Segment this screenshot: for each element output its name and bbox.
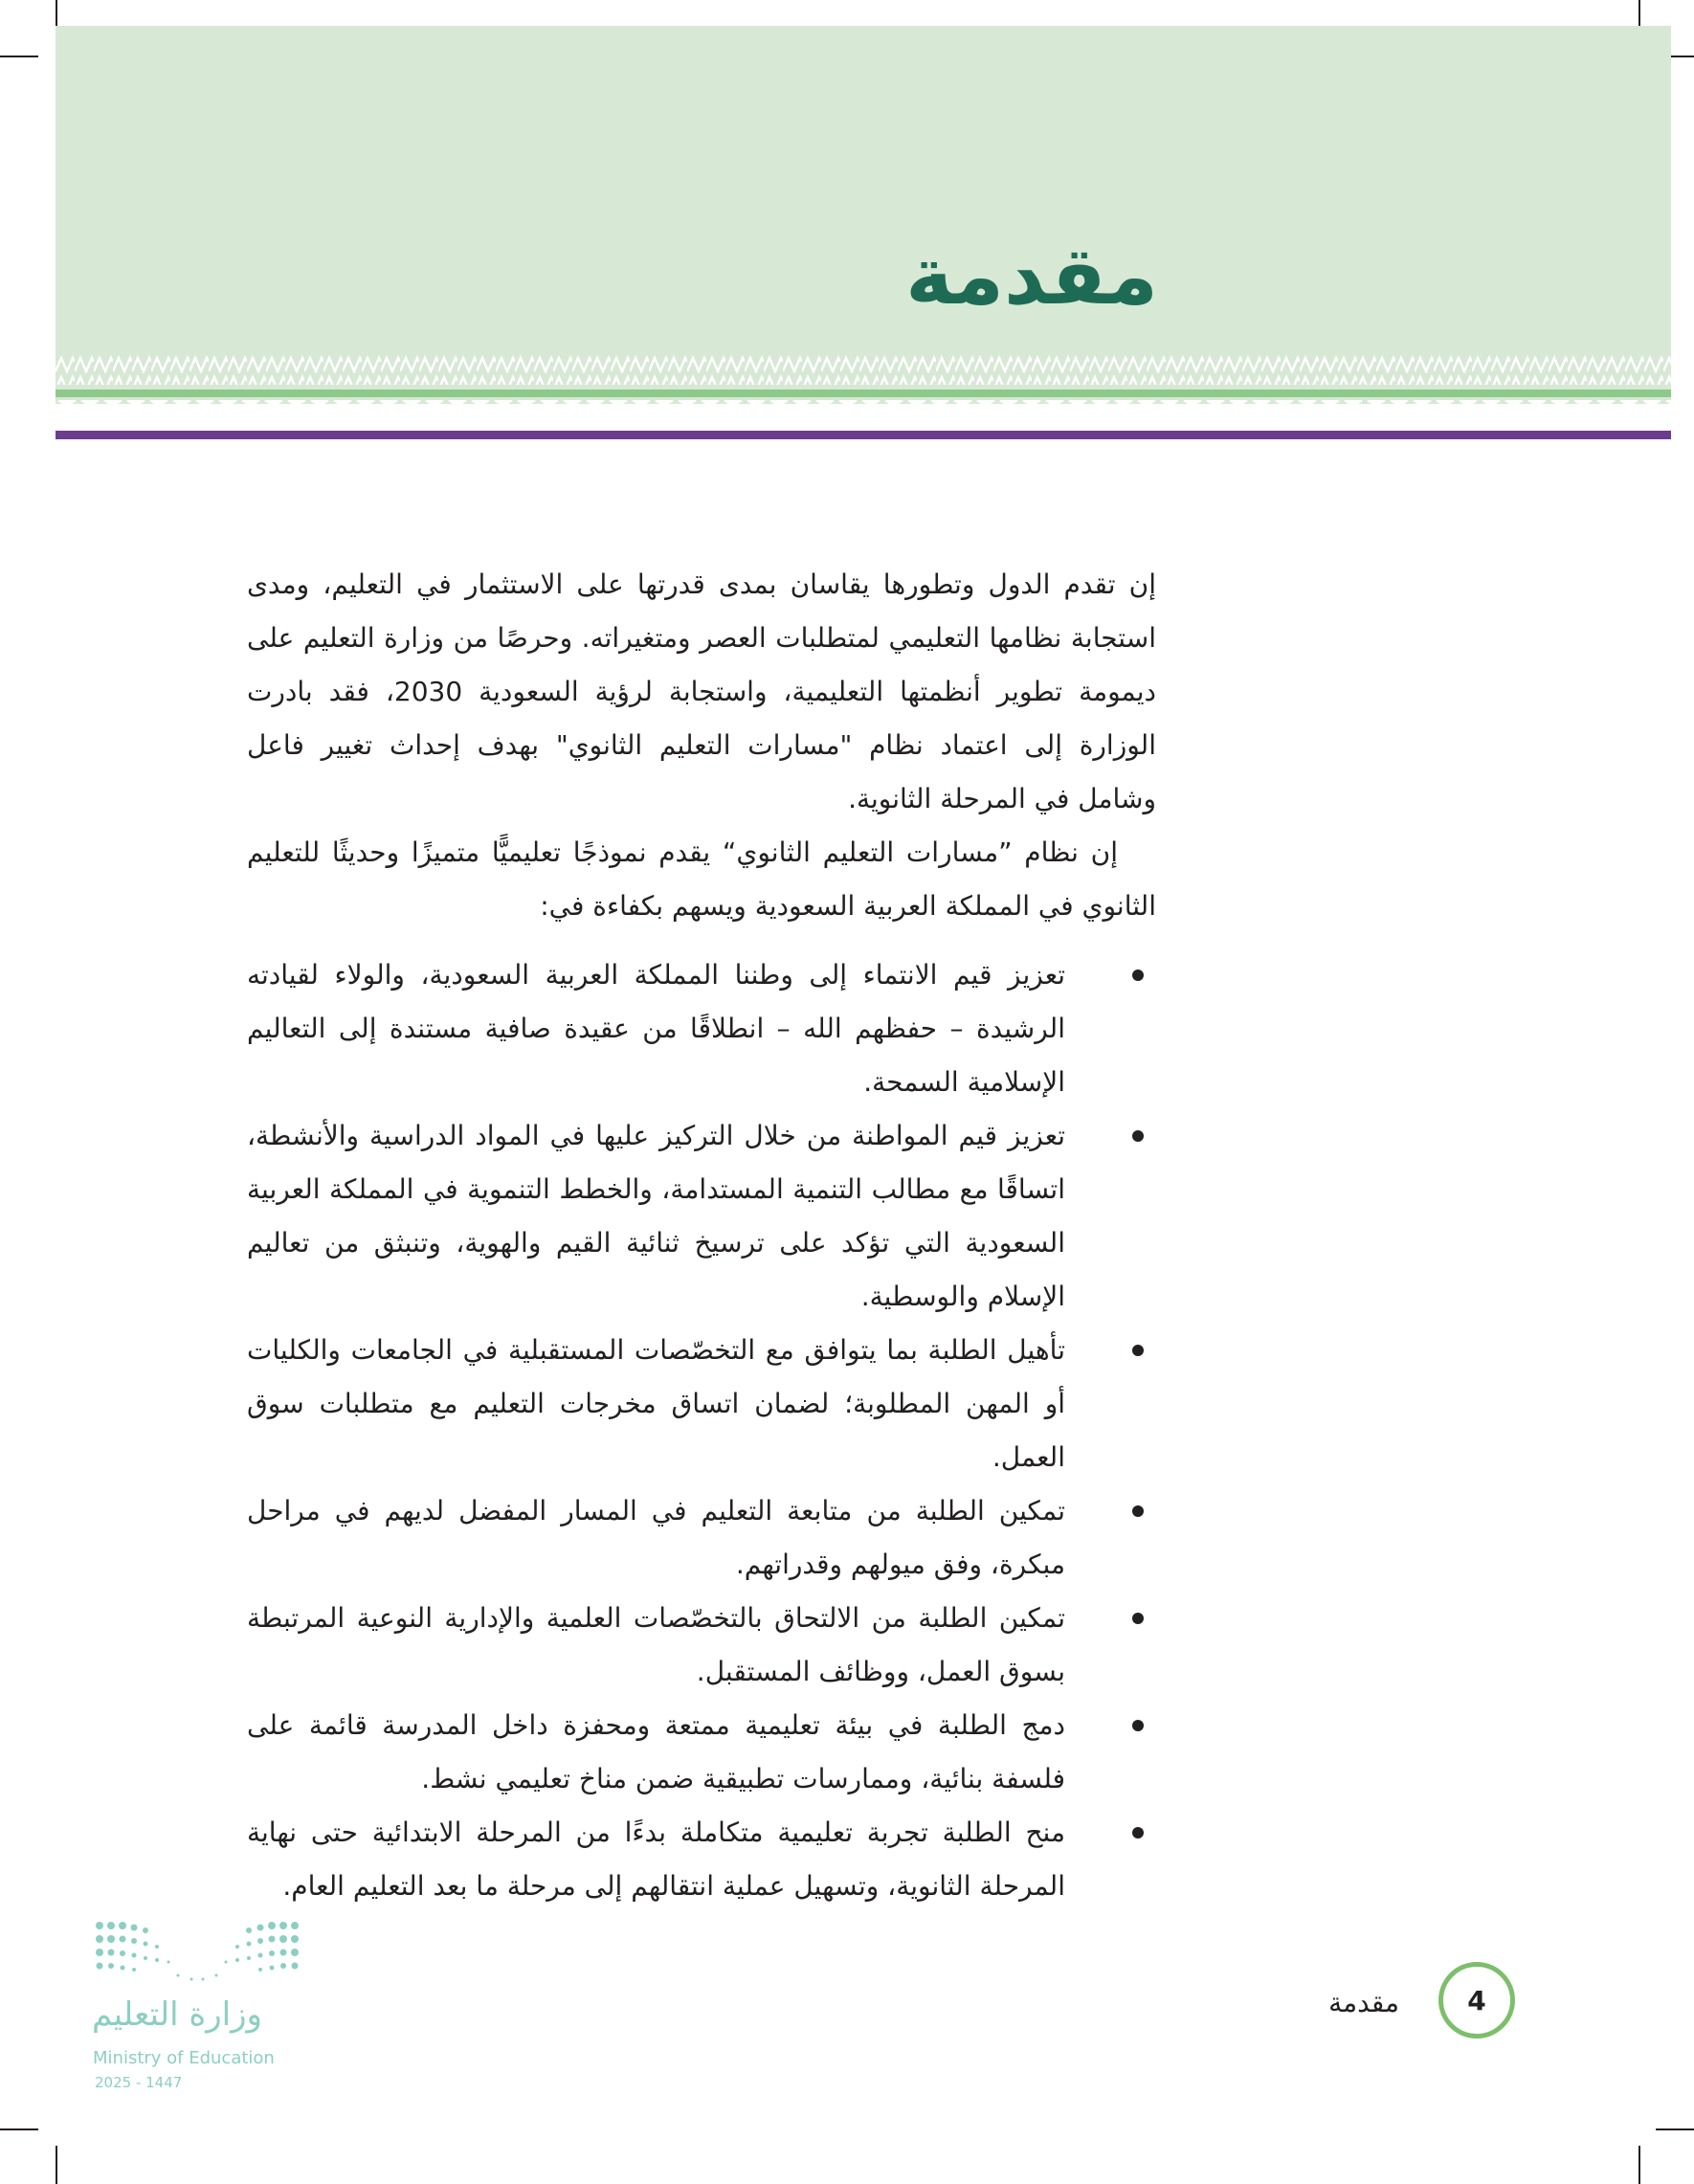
crop-mark [1638, 2146, 1640, 2184]
list-item: دمج الطلبة في بيئة تعليمية ممتعة ومحفزة داخل المدرسة قائمة على فلسفة بنائية، وممارسات تطبيقية ضمن مناخ تعليمي نشط. [247, 1699, 1065, 1806]
intro-paragraph: إن تقدم الدول وتطورها يقاسان بمدى قدرتها على الاستثمار في التعليم، ومدى استجابة نظامها التعليمي لمتطلبات العصر ومتغيراته. وحرصًا من وزارة التعليم على ديمومة تطوير أنظمتها التعليمية، واستجابة لرؤية السعودية 2030، فقد بادرت الوزارة إلى اعتماد نظام "مسارات التعليم الثانوي" بهدف إحداث تغيير فاعل وشامل في المرحلة الثانوية. [247, 568, 1156, 814]
bullet-icon [1132, 1505, 1144, 1517]
crop-mark [1656, 2128, 1694, 2130]
bullet-icon [1132, 1613, 1144, 1624]
ministry-year: 2025 - 1447 [95, 2074, 183, 2091]
list-item: تعزيز قيم المواطنة من خلال التركيز عليها في المواد الدراسية والأنشطة، اتساقًا مع مطالب التنمية المستدامة، والخطط التنموية في المملكة العربية السعودية التي تؤكد على ترسيخ ثنائية القيم والهوية، وتنبثق من تعاليم الإسلام والوسطية. [247, 1109, 1065, 1324]
bullet-icon [1132, 969, 1144, 981]
crop-mark [0, 2128, 38, 2130]
purple-rule [56, 431, 1671, 439]
bullet-list [247, 948, 1156, 1913]
intro-paragraph: إن نظام ”مسارات التعليم الثانوي“ يقدم نموذجًا تعليميًّا متميزًا وحديثًا للتعليم الثانوي في المملكة العربية السعودية ويسهم بكفاءة في: [247, 836, 1156, 922]
ministry-logo-icon [92, 1918, 302, 1985]
bullet-icon [1132, 1720, 1144, 1731]
crop-mark [0, 56, 38, 57]
content [247, 558, 1156, 1913]
bullet-icon [1132, 1130, 1144, 1142]
bullet-icon [1132, 1345, 1144, 1356]
list-item: تمكين الطلبة من الالتحاق بالتخصّصات العلمية والإدارية النوعية المرتبطة بسوق العمل، ووظائف المستقبل. [247, 1592, 1065, 1699]
header-band [56, 26, 1671, 404]
ministry-name-en: Ministry of Education [93, 2048, 275, 2068]
page-title: مقدمة [905, 229, 1158, 323]
list-item: تأهيل الطلبة بما يتوافق مع التخصّصات المستقبلية في الجامعات والكليات أو المهن المطلوبة؛ لضمان اتساق مخرجات التعليم مع متطلبات سوق العمل. [247, 1324, 1065, 1484]
footer-section-label: مقدمة [1328, 1987, 1399, 2018]
list-item: تعزيز قيم الانتماء إلى وطننا المملكة العربية السعودية، والولاء لقيادته الرشيدة – حفظهم الله – انطلاقًا من عقيدة صافية مستندة إلى التعاليم الإسلامية السمحة. [247, 948, 1065, 1109]
page-number: 4 [1438, 1962, 1515, 2039]
bullet-icon [1132, 1827, 1144, 1839]
list-item: تمكين الطلبة من متابعة التعليم في المسار المفضل لديهم في مراحل مبكرة، وفق ميولهم وقدراتهم. [247, 1484, 1065, 1592]
list-item: منح الطلبة تجربة تعليمية متكاملة بدءًا من المرحلة الابتدائية حتى نهاية المرحلة الثانوية، وتسهيل عملية انتقالهم إلى مرحلة ما بعد التعليم العام. [247, 1806, 1065, 1913]
crop-mark [56, 2146, 57, 2184]
sadu-pattern [56, 354, 1671, 431]
ministry-name-ar: وزارة التعليم [92, 1995, 262, 2034]
